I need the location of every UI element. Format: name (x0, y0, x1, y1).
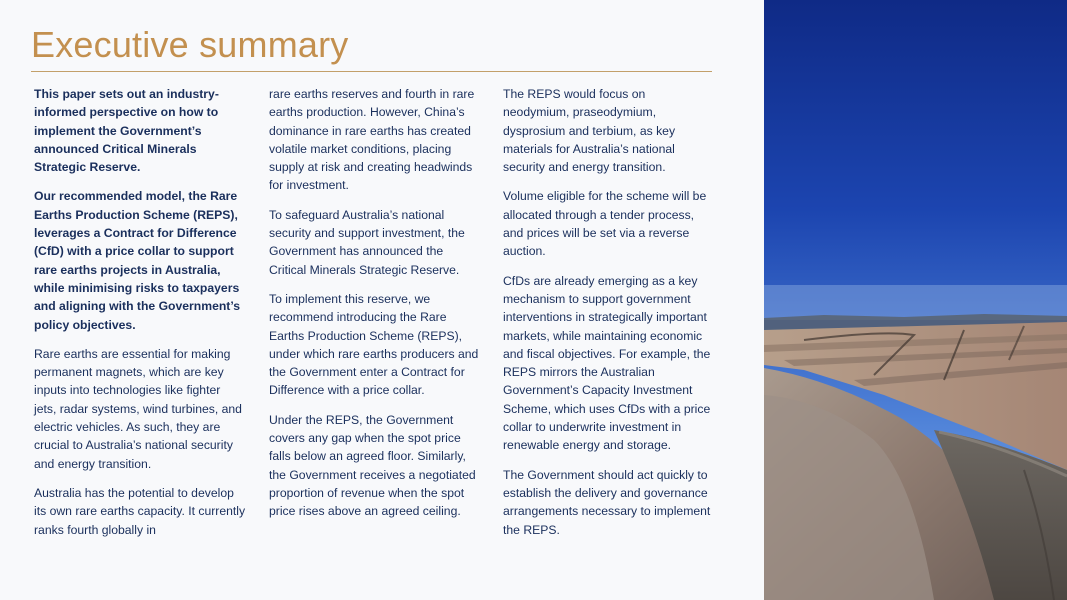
body-paragraph: The Government should act quickly to establish the delivery and governance arrangements necessary to implement the REPS. (503, 467, 711, 537)
text-column-2 (269, 85, 481, 532)
body-paragraph: CfDs are already emerging as a key mechanism to support government interventions in strategically important markets, while maintaining economic and fiscal objectives. For example, the REPS mirrors the Australian Government’s Capacity Investment Scheme, which uses CfDs with a price collar to underwrite investment in renewable energy and storage. (503, 273, 711, 453)
body-paragraph: rare earths reserves and fourth in rare earths production. However, China’s dominance in rare earths has created volatile market conditions, placing supply at risk and creating headwinds for investment. (269, 87, 475, 193)
mine-site-photo (764, 0, 1067, 600)
body-paragraph: Rare earths are essential for making permanent magnets, which are key inputs into technologies like fighter jets, radar systems, wind turbines, and electric vehicles. As such, they are crucial to Australia’s national security and energy transition. (34, 346, 242, 471)
body-paragraph: Volume eligible for the scheme will be allocated through a tender process, and prices will be set via a reverse auction. (503, 189, 707, 259)
body-paragraph: Under the REPS, the Government covers any gap when the spot price falls below an agreed floor. Similarly, the Government receives a negotiated proportion of revenue when the spot price rises above an agreed ceiling. (269, 412, 476, 519)
title-divider (31, 71, 712, 72)
body-paragraph: To implement this reserve, we recommend introducing the Rare Earths Production Scheme (REPS), under which rare earths producers and the Government enter a Contract for Difference with a price collar. (269, 291, 479, 398)
text-column-3 (503, 85, 715, 550)
body-paragraph: To safeguard Australia’s national security and support investment, the Government has announced the Critical Minerals Strategic Reserve. (269, 207, 465, 277)
recommendation-paragraph: Our recommended model, the Rare Earths Production Scheme (REPS), leverages a Contract for Difference (CfD) with a price collar to support rare earths projects in Australia, while minimising risks to taxpayers and aligning with the Government’s policy objectives. (34, 189, 241, 332)
intro-paragraph: This paper sets out an industry-informed perspective on how to implement the Government’s announced Critical Minerals Strategic Reserve. (34, 87, 219, 175)
text-column-1 (34, 85, 246, 550)
body-paragraph: Australia has the potential to develop its own rare earths capacity. It currently ranks fourth globally in (34, 485, 246, 537)
body-paragraph: The REPS would focus on neodymium, praseodymium, dysprosium and terbium, as key materials for Australia’s national security and energy transition. (503, 87, 676, 175)
page-title: Executive summary (31, 24, 349, 65)
